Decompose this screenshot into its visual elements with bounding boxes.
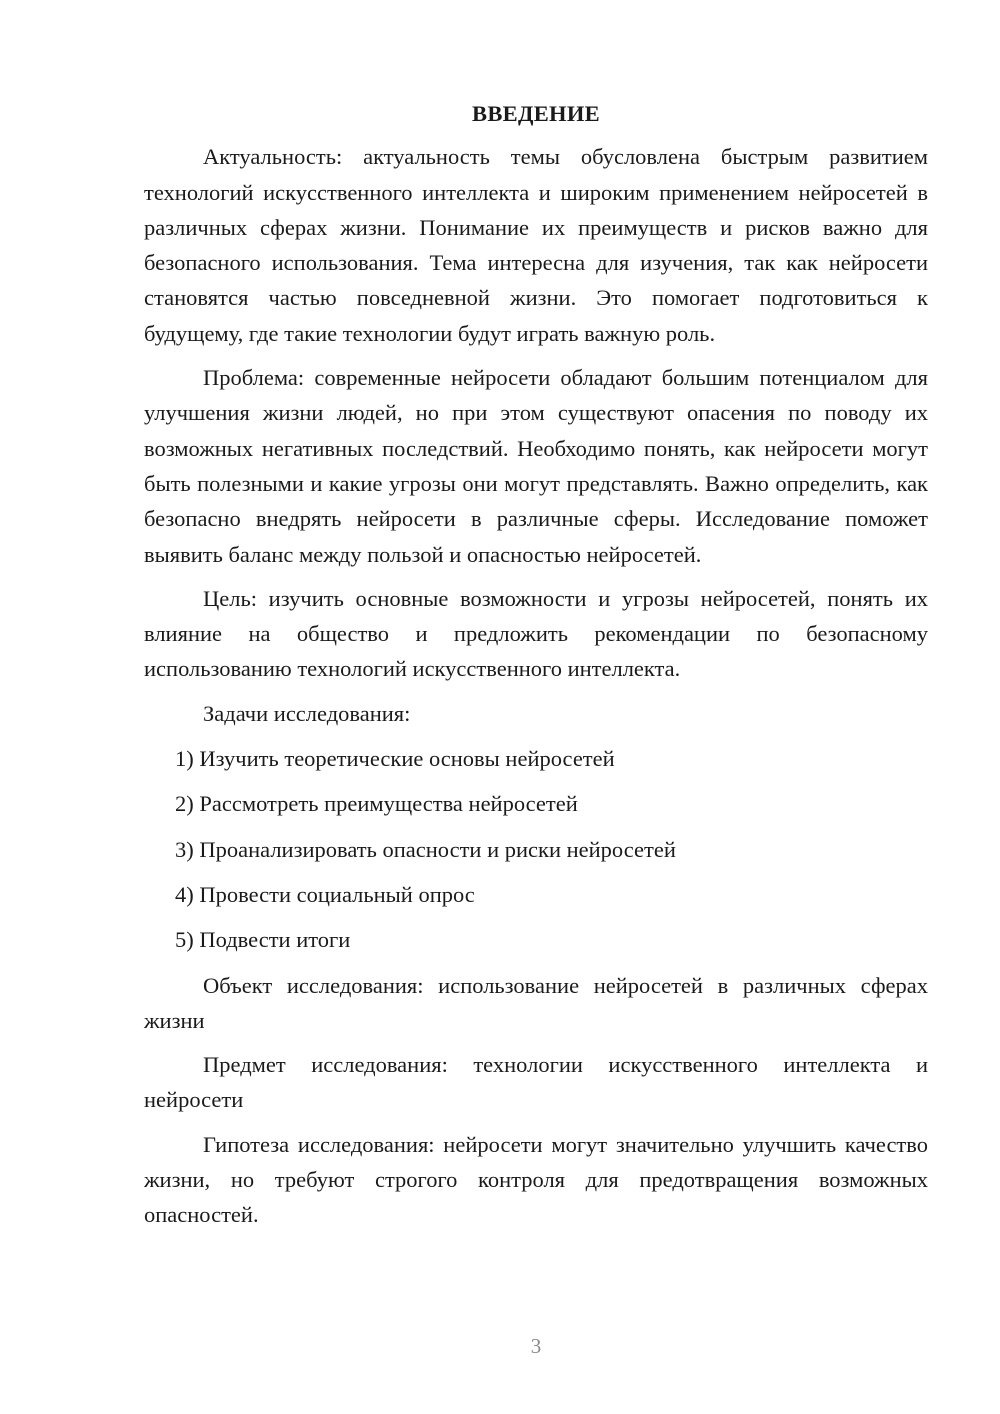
hypothesis-paragraph: Гипотеза исследования: нейросети могут значительно улучшить качество жизни, но требуют строгого контроля для предотвращения возможных опасностей. (144, 1131, 928, 1228)
list-item: 4) Провести социальный опрос (175, 881, 475, 907)
relevance-paragraph: Актуальность: актуальность темы обусловлена быстрым развитием технологий искусственного интеллекта и широким применением нейросетей в различных сферах жизни. Понимание их преимуществ и рисков важно для безопасного использования. Тема интересна для изучения, так как нейросети становятся частью повседневной жизни. Это помогает подготовиться к будущему, где такие технологии будут играть важную роль. (144, 144, 928, 346)
list-item: 2) Рассмотреть преимущества нейросетей (175, 791, 578, 817)
page-content (144, 96, 928, 1242)
problem-paragraph: Проблема: современные нейросети обладают большим потенциалом для улучшения жизни людей, но при этом существуют опасения по поводу их возможных негативных последствий. Необходимо понять, как нейросети могут быть полезными и какие угрозы они могут представлять. Важно определить, как безопасно внедрять нейросети в различные сферы. Исследование поможет выявить баланс между пользой и опасностью нейросетей. (144, 365, 928, 567)
list-item: 3) Проанализировать опасности и риски нейросетей (175, 836, 676, 862)
subject-paragraph: Предмет исследования: технологии искусственного интеллекта и нейросети (144, 1052, 928, 1113)
goal-paragraph: Цель: изучить основные возможности и угрозы нейросетей, понять их влияние на общество и предложить рекомендации по безопасному использованию технологий искусственного интеллекта. (144, 585, 928, 682)
page-title: ВВЕДЕНИЕ (472, 101, 600, 126)
list-item: 1) Изучить теоретические основы нейросетей (175, 746, 615, 772)
list-item: 5) Подвести итоги (175, 927, 351, 953)
page-number: 3 (530, 1334, 542, 1358)
object-paragraph: Объект исследования: использование нейросетей в различных сферах жизни (144, 972, 928, 1033)
tasks-title: Задачи исследования: (203, 700, 411, 726)
tasks-list (144, 741, 928, 957)
